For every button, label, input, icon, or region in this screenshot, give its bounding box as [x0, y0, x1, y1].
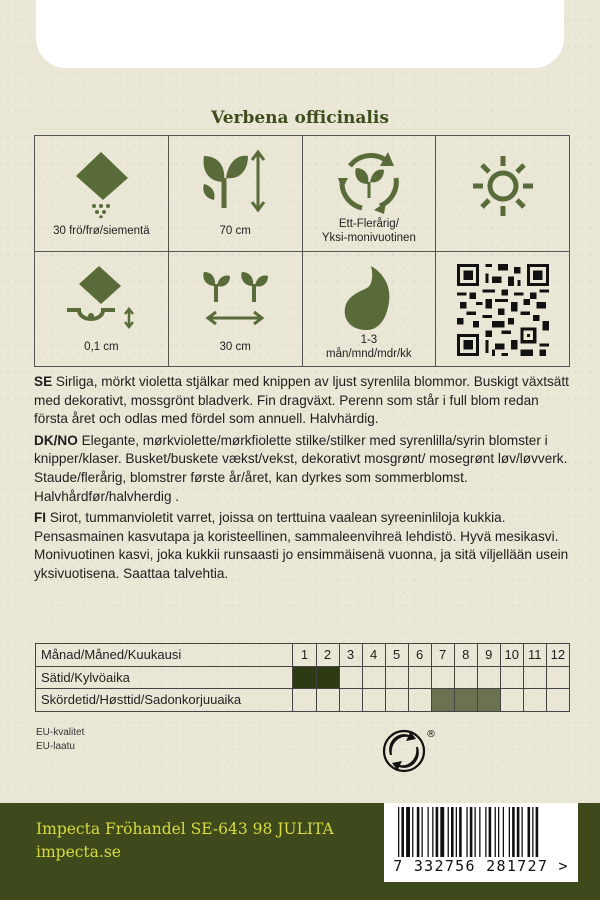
sowing-depth-icon	[61, 264, 141, 330]
eu-quality-line1: EU-kvalitet	[36, 727, 85, 738]
harvest-month-cell	[431, 689, 454, 712]
calendar-header-row	[36, 644, 570, 667]
barcode-bar	[503, 807, 504, 859]
description-se	[34, 373, 570, 429]
qr-code-icon[interactable]	[457, 264, 549, 356]
harvest-month-cell	[454, 689, 477, 712]
month-header-cell: 2	[316, 644, 339, 667]
plant-spacing-icon	[200, 264, 270, 330]
spacing-cell	[169, 252, 303, 368]
month-header-cell: 7	[431, 644, 454, 667]
barcode-bar	[432, 807, 433, 859]
month-header-label: Månad/Måned/Kuukausi	[36, 644, 293, 667]
barcode-bar	[485, 807, 486, 859]
barcode-bar	[456, 807, 457, 859]
description	[34, 373, 570, 587]
harvest-month-cell	[385, 689, 408, 712]
harvest-month-cell	[408, 689, 431, 712]
harvest-month-cell	[477, 689, 500, 712]
month-header-cell: 3	[339, 644, 362, 667]
barcode-bar	[479, 807, 480, 859]
month-header-cell: 6	[408, 644, 431, 667]
eu-quality	[36, 726, 84, 754]
barcode-bar	[475, 807, 476, 859]
barcode-bar	[489, 807, 492, 859]
lang-code-dkno: DK/NO	[34, 432, 78, 448]
lifecycle-line1: Ett-Flerårig/	[338, 218, 399, 230]
barcode-bar	[428, 807, 429, 859]
sprout-height-icon	[200, 148, 270, 214]
harvest-label: Skördetid/Høsttid/Sadonkorjuuaika	[36, 689, 293, 712]
lifecycle-line2: Yksi-monivuotinen	[321, 232, 416, 244]
germination-seed-icon	[339, 264, 399, 332]
barcode-bar	[522, 807, 523, 859]
harvest-month-cell	[362, 689, 385, 712]
harvest-month-cell	[293, 689, 316, 712]
icon-grid	[34, 135, 570, 367]
sowing-month-cell	[500, 666, 523, 689]
month-header-cell: 8	[454, 644, 477, 667]
green-dot-recycle-icon	[382, 727, 438, 775]
barcode-bar	[440, 807, 444, 859]
harvest-month-cell	[523, 689, 546, 712]
lifecycle-cycle-icon	[336, 148, 402, 214]
barcode	[384, 803, 578, 882]
planting-calendar	[35, 643, 570, 712]
seeds-count: 30 frö/frø/siementä	[53, 225, 150, 237]
text-dkno: Elegante, mørkviolette/mørkfiolette stilke/stilker med syrenlilla/syrin blomster i knipper/klaser. Busket/buskete vækst/vekst, dekorativt mosgrønt/ mosegrønt løv/løvverk. Staude/flerårig, blomstrer første år/året, kan dyrkes som sommerblomst. Halvhårdfør/halvherdig .	[34, 432, 568, 504]
seed-packet-icon	[66, 148, 136, 218]
month-header-cell: 1	[293, 644, 316, 667]
eu-quality-line2: EU-laatu	[36, 741, 75, 752]
harvest-month-cell	[546, 689, 569, 712]
barcode-bar	[422, 807, 423, 859]
month-header-cell: 4	[362, 644, 385, 667]
sun-cell	[436, 136, 570, 252]
plant-spacing: 30 cm	[219, 340, 251, 353]
lifecycle-text	[303, 217, 436, 245]
top-window-cutout	[36, 0, 564, 68]
barcode-bar	[412, 807, 413, 859]
description-dkno	[34, 432, 570, 506]
sowing-month-cell	[408, 666, 431, 689]
lang-code-se: SE	[34, 374, 53, 389]
text-se: Sirliga, mörkt violetta stjälkar med knippen av ljust syrenlila blommor. Buskigt växtsätt med dekorativt, mossgrönt bladverk. Fin dragväxt. Perenn som står i full blom redan första året och odlas med fördel som annuell. Halvhärdig.	[34, 374, 569, 427]
sowing-row	[36, 666, 570, 689]
germination-line1: 1-3	[360, 333, 378, 346]
barcode-bar	[517, 807, 520, 859]
sowing-month-cell	[293, 666, 316, 689]
sowing-month-cell	[431, 666, 454, 689]
germination-time	[303, 333, 436, 361]
harvest-month-cell	[316, 689, 339, 712]
sowing-depth: 0,1 cm	[84, 340, 119, 353]
sowing-label: Sätid/Kylvöaika	[36, 666, 293, 689]
month-header-cell: 11	[523, 644, 546, 667]
barcode-bar	[466, 807, 467, 859]
depth-cell	[35, 252, 169, 368]
barcode-bar	[406, 807, 410, 859]
germination-cell	[303, 252, 437, 368]
barcode-bar	[512, 807, 515, 859]
barcode-bar	[436, 807, 439, 859]
barcode-bar	[451, 807, 454, 859]
description-fi	[34, 509, 570, 583]
sowing-month-cell	[523, 666, 546, 689]
sowing-month-cell	[454, 666, 477, 689]
barcode-bar	[459, 807, 462, 859]
month-header-cell: 5	[385, 644, 408, 667]
harvest-row	[36, 689, 570, 712]
harvest-month-cell	[339, 689, 362, 712]
sowing-month-cell	[362, 666, 385, 689]
sowing-month-cell	[385, 666, 408, 689]
plant-height: 70 cm	[219, 225, 251, 237]
month-header-cell: 9	[477, 644, 500, 667]
barcode-bar	[509, 807, 510, 859]
sowing-month-cell	[339, 666, 362, 689]
sowing-month-cell	[316, 666, 339, 689]
registered-mark: ®	[426, 729, 436, 740]
sowing-month-cell	[546, 666, 569, 689]
sowing-month-cell	[477, 666, 500, 689]
barcode-bar	[495, 807, 496, 859]
text-fi: Sirot, tummanvioletit varret, joissa on terttuina vaalean syreeninliloja kukkia. Pensasmainen kasvutapa ja koristeellinen, sammaleenvihreä lehdistö. Hyvä mesikasvi. Monivuotinen kasvi, joka kukkii runsaasti jo ensimmäisenä vuonna, ja sitä viljellään usein yksivuotisena. Saattaa talvehtia.	[34, 510, 569, 581]
full-sun-icon	[471, 154, 535, 218]
seeds-cell	[35, 136, 169, 252]
qr-cell	[436, 252, 570, 368]
harvest-month-cell	[500, 689, 523, 712]
month-header-cell: 12	[546, 644, 569, 667]
germination-line2: mån/mnd/mdr/kk	[326, 347, 412, 360]
height-cell	[169, 136, 303, 252]
month-header-cell: 10	[500, 644, 523, 667]
barcode-number: 7 332756 281727 >	[384, 857, 578, 875]
company-address: Impecta Fröhandel SE-643 98 JULITA	[36, 820, 334, 838]
barcode-bar	[448, 807, 449, 859]
plant-title: Verbena officinalis	[211, 108, 389, 128]
barcode-bar	[498, 807, 499, 859]
barcode-bar	[417, 807, 420, 859]
barcode-bar	[528, 807, 531, 859]
website-link[interactable]: impecta.se	[36, 843, 121, 861]
lang-code-fi: FI	[34, 510, 47, 526]
lifecycle-cell	[303, 136, 437, 252]
